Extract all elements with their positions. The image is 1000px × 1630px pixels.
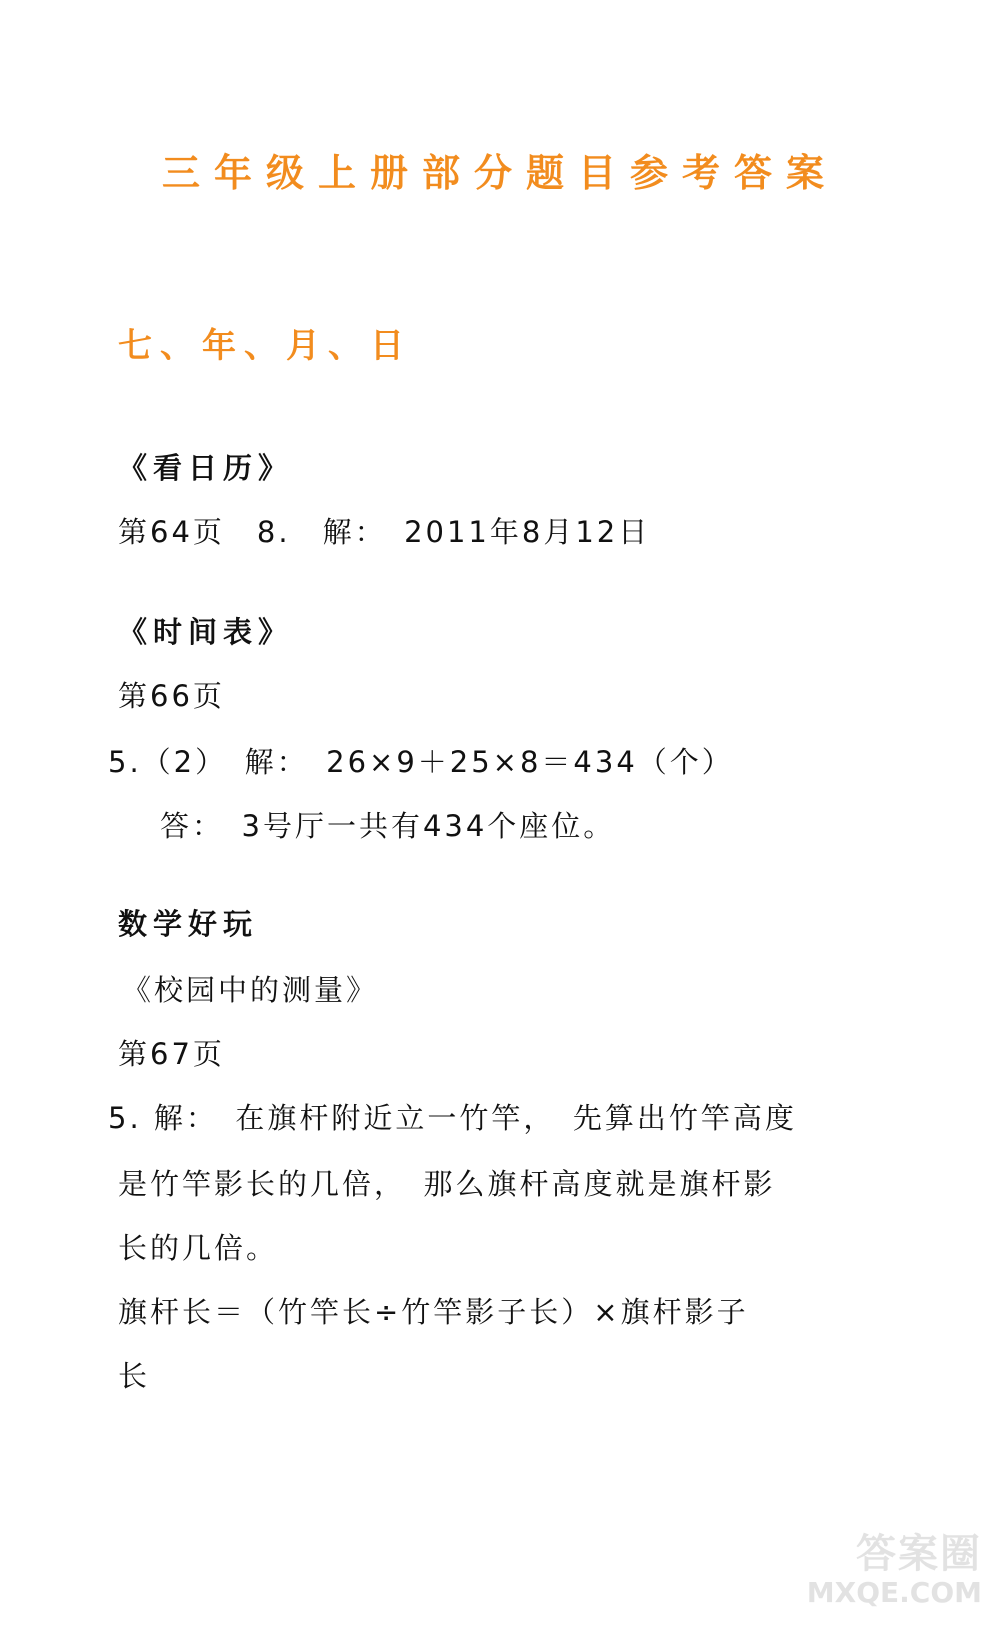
timetable-page: 第66页 bbox=[118, 679, 225, 713]
math-fun-line: 是竹竿影长的几倍， 那么旗杆高度就是旗杆影 bbox=[118, 1167, 776, 1201]
math-fun-line: 长 bbox=[118, 1359, 151, 1393]
section-heading-calendar: 《看日历》 bbox=[118, 451, 294, 485]
timetable-question: 5.（2） 解： 26×9＋25×8＝434（个） bbox=[108, 745, 734, 779]
math-fun-page: 第67页 bbox=[118, 1037, 225, 1071]
watermark-text: 答案圈 bbox=[856, 1531, 982, 1577]
math-fun-line: 5. 解： 在旗杆附近立一竹竿， 先算出竹竿高度 bbox=[108, 1101, 797, 1135]
watermark-url: MXQE.COM bbox=[806, 1576, 982, 1609]
section-heading-math-fun: 数学好玩 bbox=[118, 907, 259, 941]
watermark-logo bbox=[782, 1522, 982, 1622]
chapter-title: 七、年、月、日 bbox=[118, 326, 412, 366]
timetable-answer: 答： 3号厅一共有434个座位。 bbox=[160, 809, 616, 843]
math-fun-subheading: 《校园中的测量》 bbox=[122, 973, 379, 1007]
section-heading-timetable: 《时间表》 bbox=[118, 615, 294, 649]
calendar-answer: 第64页 8. 解： 2011年8月12日 bbox=[118, 515, 651, 549]
page-title: 三年级上册部分题目参考答案 bbox=[161, 151, 838, 195]
math-fun-line: 长的几倍。 bbox=[118, 1231, 279, 1265]
math-fun-line: 旗杆长＝（竹竿长÷竹竿影子长）×旗杆影子 bbox=[118, 1295, 749, 1329]
